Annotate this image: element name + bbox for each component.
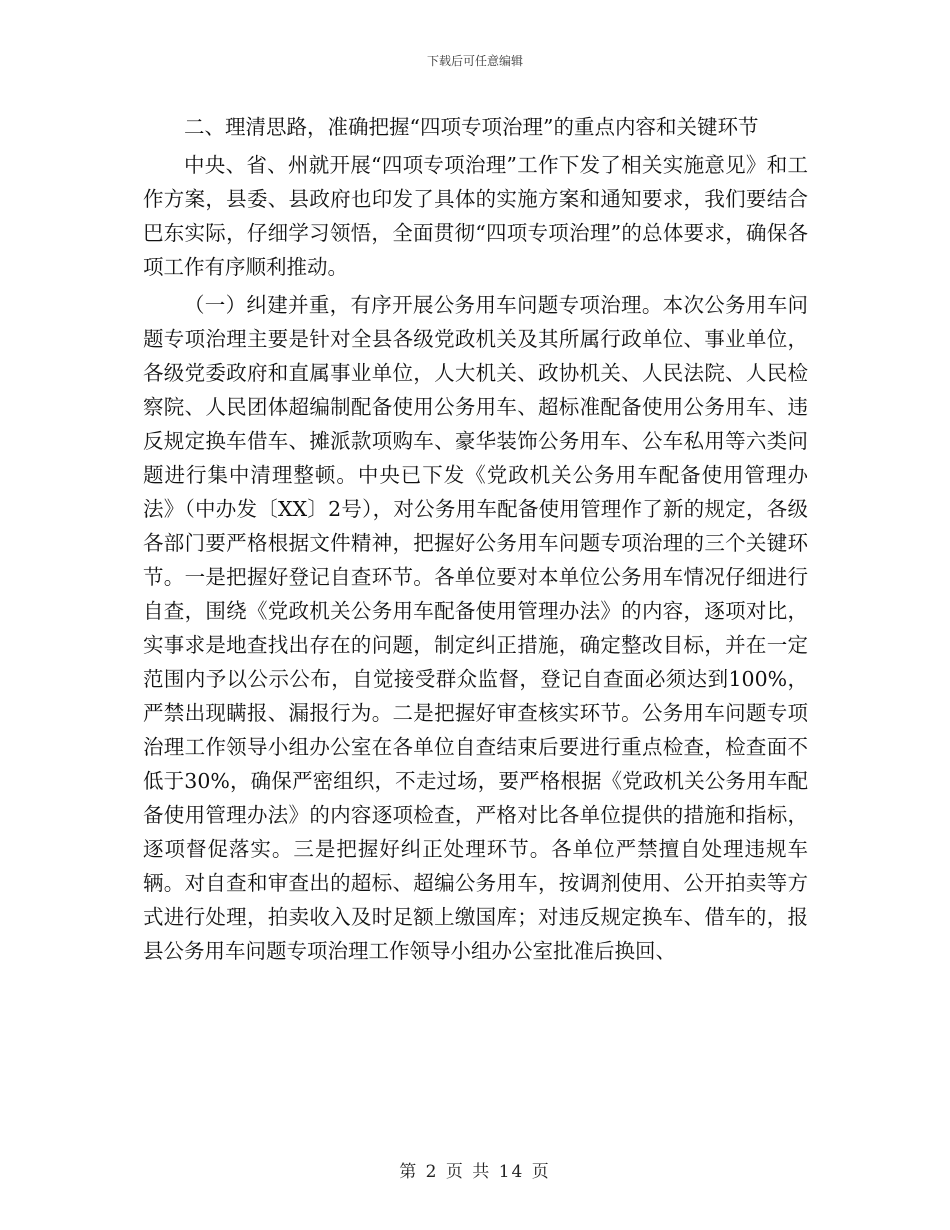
page-number: 第 2 页 共 14 页 [399, 1162, 551, 1182]
page-header: 下载后可任意编辑 [426, 54, 523, 68]
document-body [143, 110, 808, 968]
paragraph-intro: 中央、省、州就开展“四项专项治理”工作下发了相关实施意见》和工作方案，县委、县政府也印发了具体的实施方案和通知要求，我们要结合巴东实际，仔细学习领悟，全面贯彻“四项专项治理”的总体要求，确保各项工作有序顺利推动。 [143, 153, 808, 279]
paragraph-vehicle-governance: （一）纠建并重，有序开展公务用车问题专项治理。本次公务用车问题专项治理主要是针对全县各级党政机关及其所属行政单位、事业单位，各级党委政府和直属事业单位，人大机关、政协机关、人民法院、人民检察院、人民团体超编制配备使用公务用车、超标准配备使用公务用车、违反规定换车借车、摊派款项购车、豪华装饰公务用车、公车私用等六类问题进行集中清理整顿。中央已下发《党政机关公务用车配备使用管理办法》（中办发〔XX〕2号），对公务用车配备使用管理作了新的规定，各级各部门要严格根据文件精神，把握好公务用车问题专项治理的三个关键环节。一是把握好登记自查环节。各单位要对本单位公务用车情况仔细进行自查，围绕《党政机关公务用车配备使用管理办法》的内容，逐项对比，实事求是地查找出存在的问题，制定纠正措施，确定整改目标，并在一定范围内予以公示公布，自觉接受群众监督，登记自查面必须达到100%，严禁出现瞒报、漏报行为。二是把握好审查核实环节。公务用车问题专项治理工作领导小组办公室在各单位自查结束后要进行重点检查，检查面不低于30%，确保严密组织，不走过场，要严格根据《党政机关公务用车配备使用管理办法》的内容逐项检查，严格对比各单位提供的措施和指标，逐项督促落实。三是把握好纠正处理环节。各单位严禁擅自处理违规车辆。对自查和审查出的超标、超编公务用车，按调剂使用、公开拍卖等方式进行处理，拍卖收入及时足额上缴国库；对违反规定换车、借车的，报县公务用车问题专项治理工作领导小组办公室批准后换回、 [143, 293, 808, 963]
section-heading: 二、理清思路，准确把握“四项专项治理”的重点内容和关键环节 [184, 115, 759, 139]
